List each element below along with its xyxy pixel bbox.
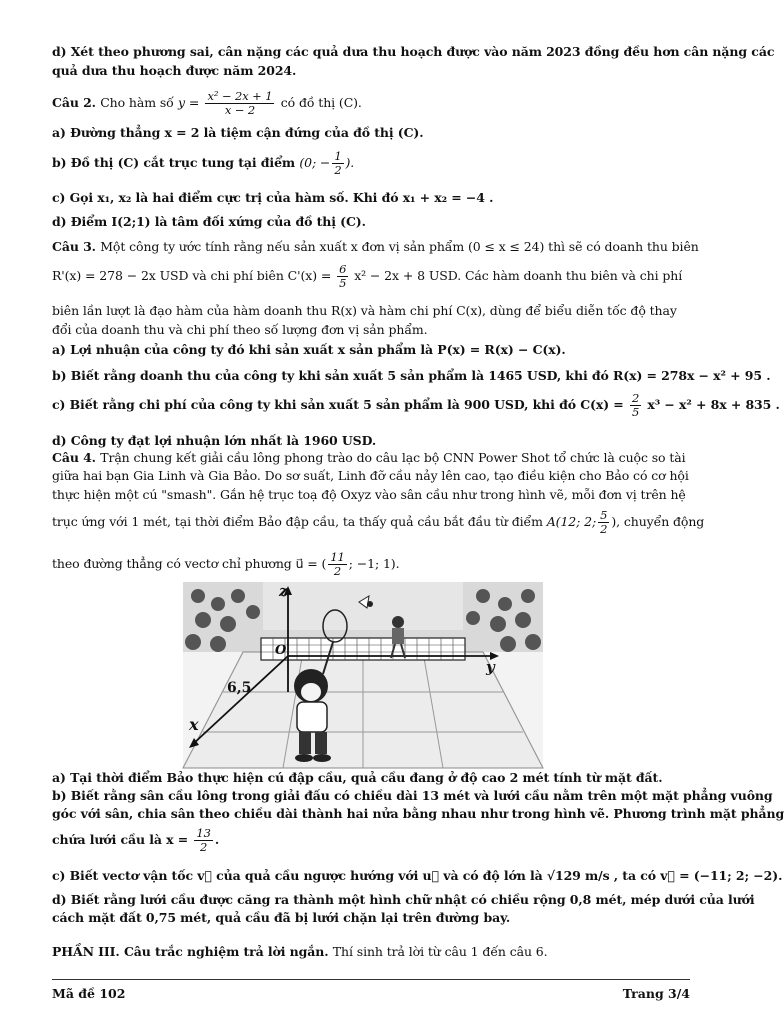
fraction-numerator: x² − 2x + 1	[207, 89, 273, 103]
cost-fraction	[337, 263, 348, 290]
question-4-label: Câu 4.	[52, 450, 96, 465]
point-fraction	[332, 150, 343, 177]
question-4-stem	[52, 450, 694, 466]
question-3-line2	[52, 263, 694, 290]
fraction-denominator: 2	[200, 840, 208, 854]
point-a: A(12; 2;	[546, 514, 597, 529]
cost-fraction	[630, 392, 641, 419]
question-4-line4-tail: ), chuyển động	[611, 514, 705, 529]
function-y: y =	[177, 95, 200, 110]
question-4-b-line1: b) Biết rằng sân cầu lông trong giải đấu có chiều dài 13 mét và lưới cầu nằm trên một mặt phẳng vuông	[52, 788, 773, 803]
fraction-numerator: 6	[339, 262, 347, 276]
question-3-a: a) Lợi nhuận của công ty đó khi sản xuất x sản phẩm là P(x) = R(x) − C(x).	[52, 342, 566, 357]
question-2-tail: có đồ thị (C).	[280, 95, 362, 110]
question-3-text: Một công ty ước tính rằng nếu sản xuất x đơn vị sản phẩm (0 ≤ x ≤ 24) thì sẽ có doanh thu biên	[100, 239, 699, 254]
question-4-c: c) Biết vectơ vận tốc v⃗ của quả cầu ngược hướng với u⃗ và có độ lớn là √129 m/s , ta có v⃗ = (−11; 2; −2).	[52, 868, 783, 883]
net-plane-fraction	[194, 827, 212, 854]
fraction-denominator: x − 2	[224, 103, 256, 117]
fraction-numerator: 5	[600, 508, 608, 522]
fraction-denominator: 2	[334, 163, 342, 177]
revenue-cost-marginal: R'(x) = 278 − 2x USD và chi phí biên C'(x) =	[52, 268, 332, 283]
question-3-d: d) Công ty đạt lợi nhuận lớn nhất là 1960 USD.	[52, 433, 377, 448]
q1-d-line1: d) Xét theo phương sai, cân nặng các quả dưa thu hoạch được vào năm 2023 đồng đều hơn cân nặng các	[52, 44, 775, 59]
fraction-denominator: 5	[339, 276, 347, 290]
question-4-b-line2: góc với sân, chia sân theo chiều dài thành hai nửa bằng nhau như trong hình vẽ. Phương trình mặt phẳng	[52, 806, 784, 821]
point-a-fraction	[598, 509, 609, 536]
question-4-b-line3-end: .	[214, 832, 220, 847]
question-4-d-line1: d) Biết rằng lưới cầu được căng ra thành một hình chữ nhật có chiều rộng 0,8 mét, mép dưới của lưới	[52, 892, 755, 907]
part-3-label: PHẦN III.	[52, 944, 120, 959]
fraction-numerator: 11	[330, 550, 345, 564]
label-origin: O	[275, 643, 287, 658]
label-6-5: 6,5	[227, 680, 252, 696]
question-3-b: b) Biết rằng doanh thu của công ty khi sản xuất 5 sản phẩm là 1465 USD, khi đó R(x) = 278x − x² + 95 .	[52, 368, 771, 383]
label-y: y	[486, 658, 495, 676]
question-4-line5-text: theo đường thẳng có vectơ chỉ phương u⃗ = (	[52, 556, 327, 571]
question-4-a: a) Tại thời điểm Bảo thực hiện cú đập cầu, quả cầu đang ở độ cao 2 mét tính từ mặt đất.	[52, 770, 663, 785]
exam-code: Mã đề 102	[52, 986, 126, 1001]
question-2-stem	[52, 90, 694, 117]
function-fraction	[205, 90, 274, 117]
question-4-line1: Trận chung kết giải cầu lông phong trào do câu lạc bộ CNN Power Shot tổ chức là cuộc so tài	[100, 450, 686, 465]
part-3-title: Câu trắc nghiệm trả lời ngắn.	[123, 944, 329, 959]
badminton-court-figure	[183, 582, 543, 768]
question-2-b	[52, 150, 694, 177]
question-2-a: a) Đường thẳng x = 2 là tiệm cận đứng của đồ thị (C).	[52, 125, 424, 140]
back-wall	[263, 582, 463, 630]
question-2-label: Câu 2.	[52, 95, 96, 110]
label-z: z	[279, 582, 288, 600]
question-2-text: Cho hàm số	[100, 95, 174, 110]
page-number: Trang 3/4	[622, 986, 690, 1001]
question-4-line2: giữa hai bạn Gia Linh và Gia Bảo. Do sơ suất, Linh đỡ cầu nảy lên cao, tạo điều kiện cho Bảo có cơ hội	[52, 468, 689, 483]
question-2-b-text: b) Đồ thị (C) cắt trục tung tại điểm	[52, 155, 296, 170]
point-coord-end: ).	[345, 155, 355, 170]
question-4-line4	[52, 508, 705, 536]
question-4-line5	[52, 550, 694, 578]
question-3-c	[52, 391, 780, 419]
fraction-numerator: 2	[631, 391, 640, 405]
label-x: x	[189, 715, 199, 734]
question-3-line4: đổi của doanh thu và chi phí theo số lượng đơn vị sản phẩm.	[52, 322, 428, 337]
footer-divider	[52, 979, 690, 980]
question-4-b-line3-text: chứa lưới cầu là x =	[52, 832, 189, 847]
fraction-denominator: 2	[600, 522, 608, 536]
question-3-label: Câu 3.	[52, 239, 96, 254]
question-3-stem	[52, 239, 699, 255]
question-4-d-line2: cách mặt đất 0,75 mét, quả cầu đã bị lưới chặn lại trên đường bay.	[52, 910, 511, 925]
question-2-d: d) Điểm I(2;1) là tâm đối xứng của đồ thị (C).	[52, 214, 366, 229]
question-4-b-line3	[52, 826, 694, 854]
question-3-c-text: c) Biết rằng chi phí của công ty khi sản xuất 5 sản phẩm là 900 USD, khi đó C(x) =	[52, 397, 624, 412]
fraction-numerator: 13	[196, 826, 211, 840]
fraction-numerator: 1	[334, 149, 342, 163]
question-4-line4-text: trục ứng với 1 mét, tại thời điểm Bảo đập cầu, ta thấy quả cầu bắt đầu từ điểm	[52, 514, 543, 529]
point-coord: (0; −	[299, 155, 331, 170]
question-3-line3: biên lần lượt là đạo hàm của hàm doanh thu R(x) và hàm chi phí C(x), dùng để biểu diễn tốc độ thay	[52, 303, 677, 318]
fraction-denominator: 5	[631, 405, 640, 419]
vector-u-fraction	[328, 551, 346, 578]
court-illustration	[183, 582, 543, 768]
cost-tail: x² − 2x + 8 USD. Các hàm doanh thu biên và chi phí	[354, 268, 683, 283]
question-2-c: c) Gọi x₁, x₂ là hai điểm cực trị của hàm số. Khi đó x₁ + x₂ = −4 .	[52, 190, 494, 205]
question-4-line3: thực hiện một cú "smash". Gắn hệ trục toạ độ Oxyz vào sân cầu như trong hình vẽ, mỗi đơn vị trên hệ	[52, 487, 686, 502]
question-3-c-tail: x³ − x² + 8x + 835 .	[647, 397, 780, 412]
part-3-heading	[52, 944, 694, 960]
part-3-instructions: Thí sinh trả lời từ câu 1 đến câu 6.	[332, 944, 548, 959]
q1-d-line2: quả dưa thu hoạch được năm 2024.	[52, 63, 297, 78]
fraction-denominator: 2	[333, 564, 342, 578]
question-4-line5-tail: ; −1; 1).	[348, 556, 400, 571]
